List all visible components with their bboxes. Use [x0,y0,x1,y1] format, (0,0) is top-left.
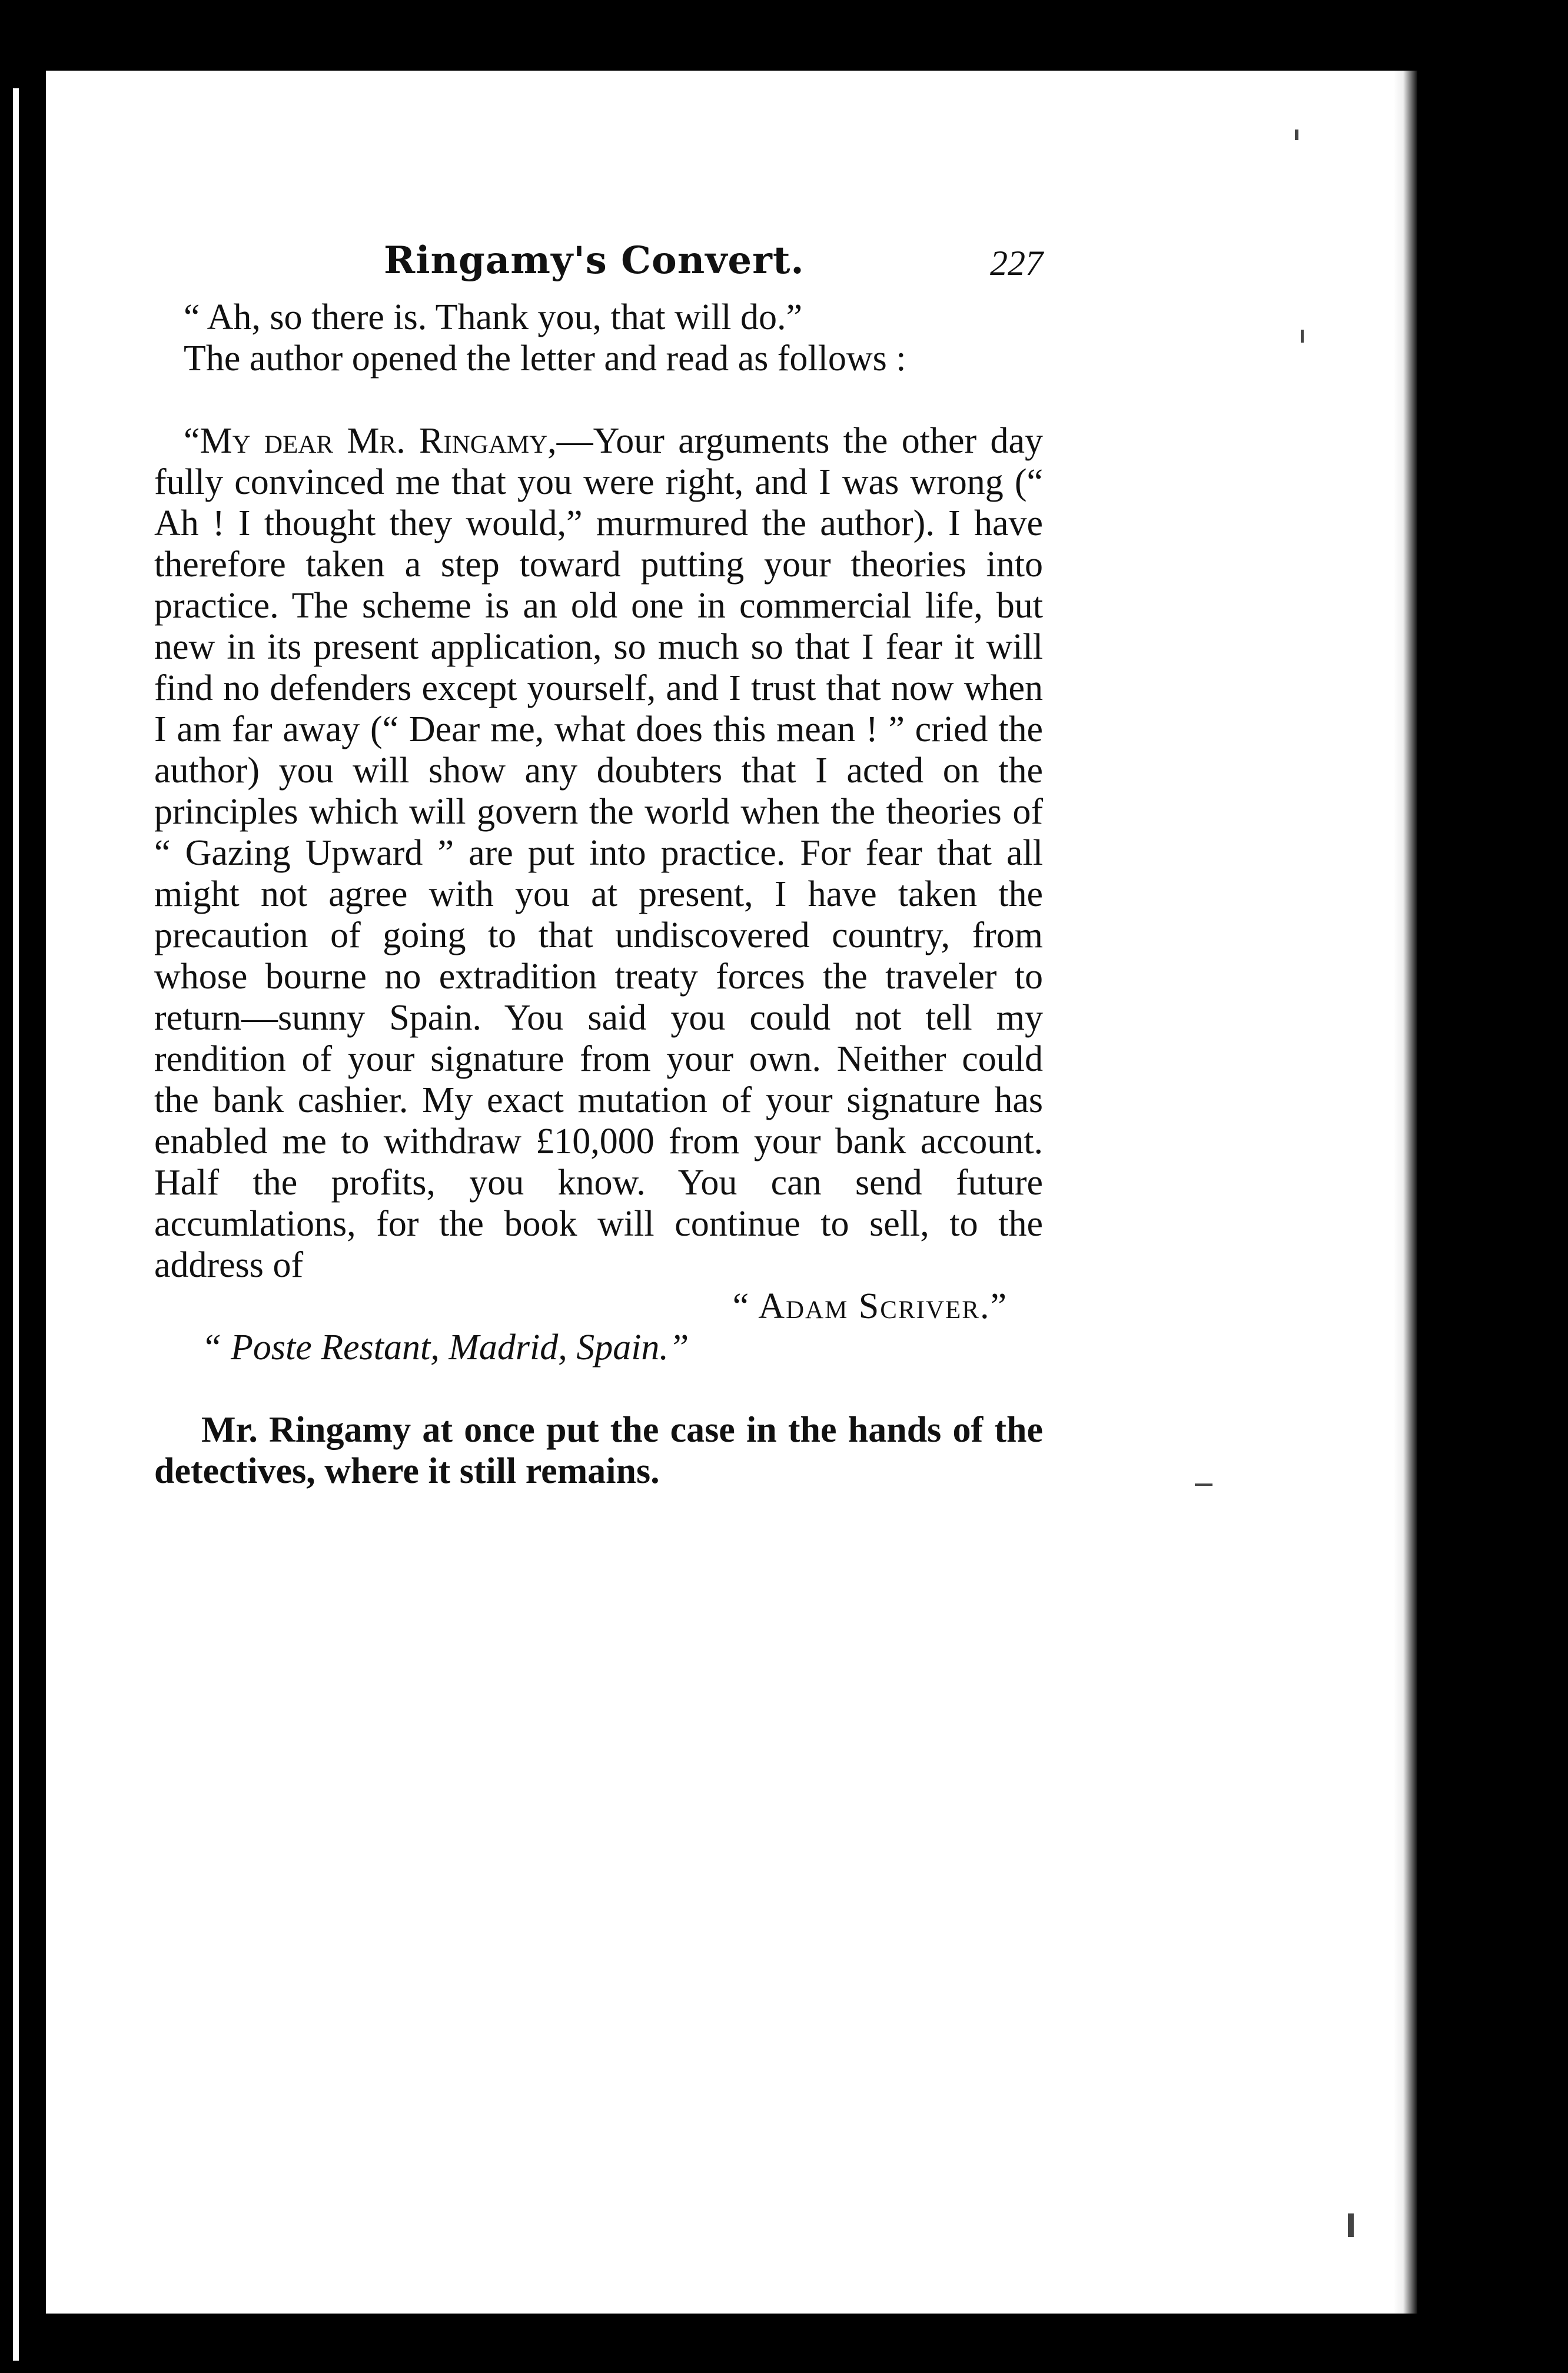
narration-line: The author opened the letter and read as follows : [184,338,906,379]
dialogue-line: “ Ah, so there is. Thank you, that will do.” [184,297,802,337]
running-head: Ringamy's Convert. [384,238,805,283]
scan-speck [1195,1483,1212,1486]
scan-speck [1348,2213,1354,2237]
paragraph-gap [154,1368,1043,1409]
page-header [154,240,1043,293]
letter-address: “ Poste Restant, Madrid, Spain.” [201,1327,689,1368]
scan-speck [1295,130,1298,140]
page-number: 227 [990,244,1043,283]
page-gutter-shadow [1394,71,1417,2314]
scan-speck [1301,330,1304,343]
letter-signature: “ Adam Scriver.” [732,1286,1008,1326]
letter-salutation: “My dear Mr. Ringamy, [184,421,557,461]
letter-body: —Your arguments the other day fully convinced me that you were right, and I was wrong (“ Ah ! I thought they would,” murmured the author). I have therefore taken a step toward putting your theories into practice. The scheme is an old one in commercial life, but new in its present application, so much so that I fear it will find no defenders except yourself, and I trust that now when I am far away (“ Dear me, what does this mean ! ” cried the author) you will show any doubters that I acted on the principles which will govern the world when the theories of “ Gazing Upward ” are put into practice. For fear that all might not agree with you at present, I have taken the precaution of going to that undiscovered country, from whose bourne no extradition treaty forces the traveler to return—sunny Spain. You said you could not tell my rendition of your signature from your own. Neither could the bank cashier. My exact mutation of your signature has enabled me to withdraw £10,000 from your bank account. Half the profits, you know. You can send future accumlations, for the book will continue to sell, to the address of [154,421,1043,1285]
paragraph-gap [154,379,1043,420]
page-content [154,240,1043,1492]
closing-paragraph: Mr. Ringamy at once put the case in the hands of the detectives, where it still remains. [154,1410,1043,1491]
letter-paragraph [154,420,1043,1286]
page-edge-line [13,88,19,2361]
